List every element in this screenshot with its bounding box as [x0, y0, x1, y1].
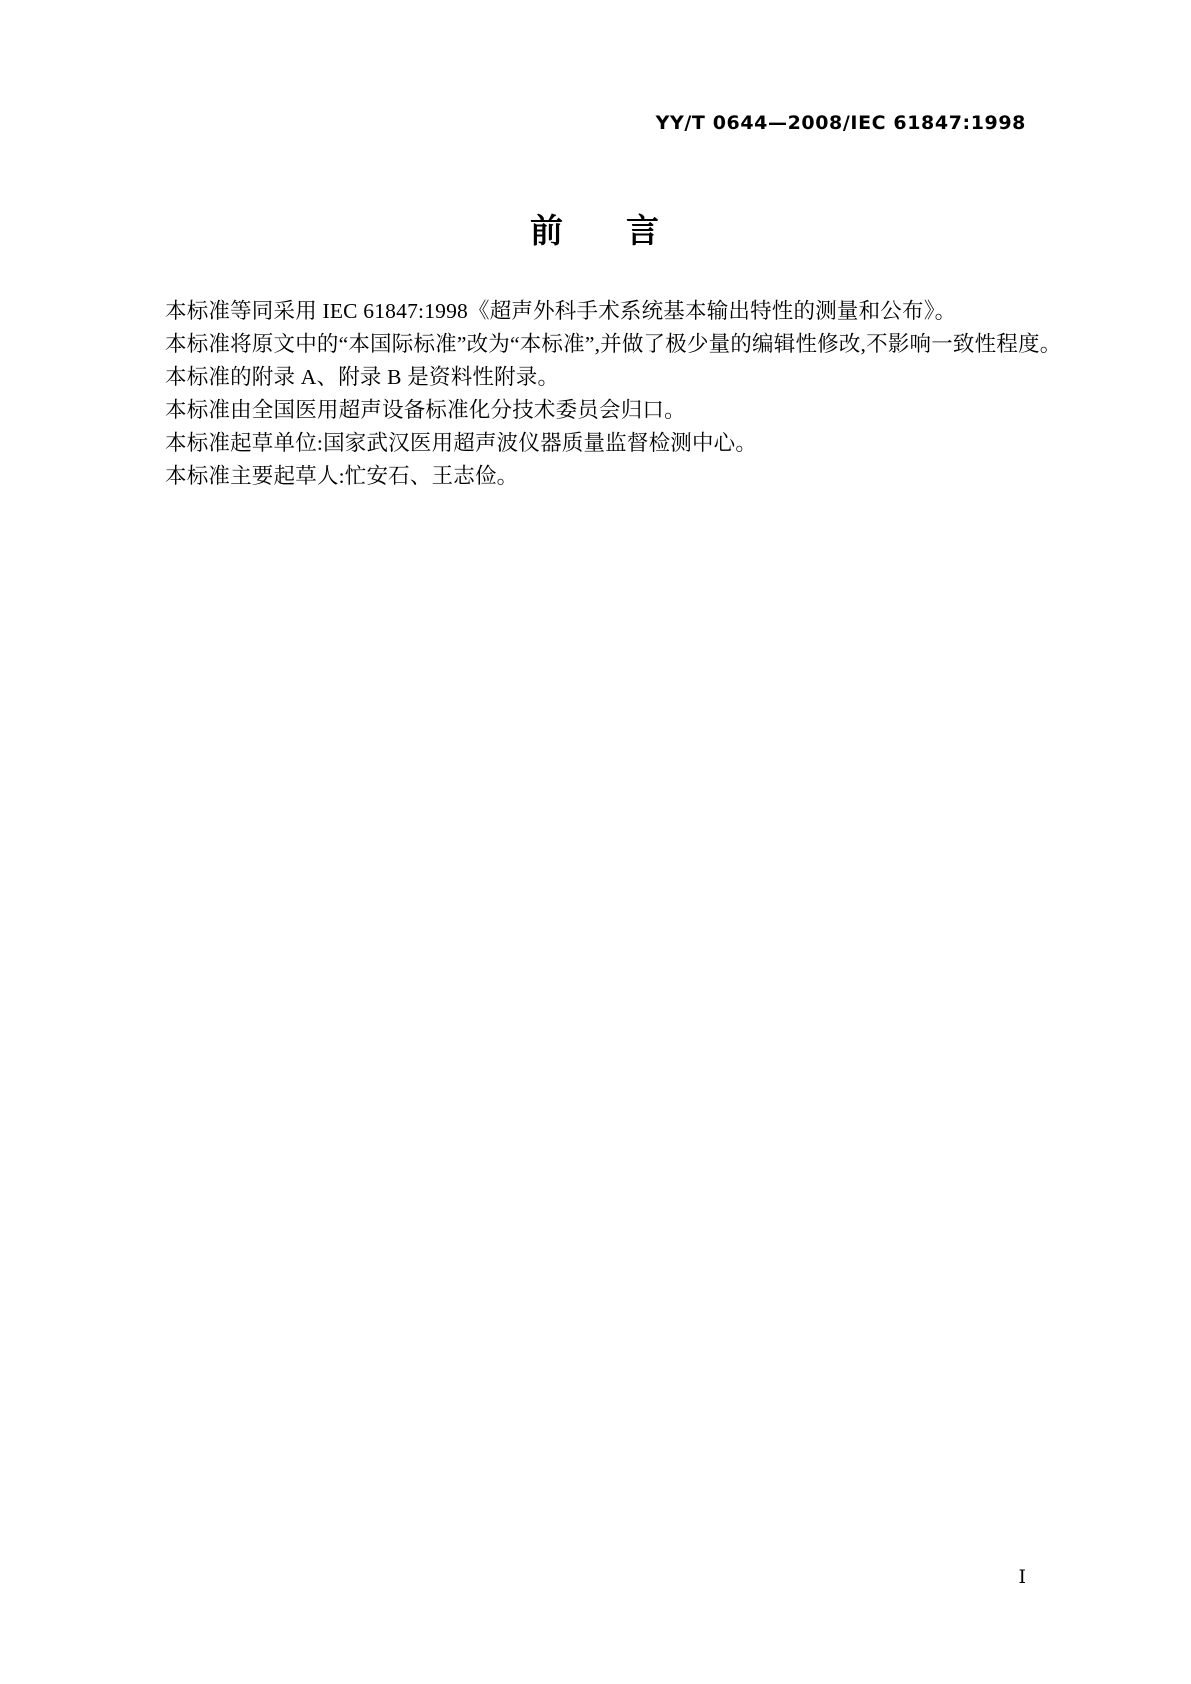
page-number: I	[1018, 1566, 1026, 1588]
foreword-paragraph: 本标准将原文中的“本国际标准”改为“本标准”,并做了极少量的编辑性修改,不影响一致性程度。	[165, 332, 1062, 356]
foreword-paragraph: 本标准由全国医用超声设备标准化分技术委员会归口。	[165, 398, 686, 422]
foreword-body	[165, 296, 1062, 494]
document-header-standard-code: YY/T 0644—2008/IEC 61847:1998	[655, 112, 1026, 134]
page-title-char-2: 言	[626, 211, 661, 250]
foreword-paragraph: 本标准主要起草人:忙安石、王志俭。	[165, 464, 519, 488]
foreword-paragraph: 本标准的附录 A、附录 B 是资料性附录。	[165, 365, 560, 389]
foreword-paragraph: 本标准等同采用 IEC 61847:1998《超声外科手术系统基本输出特性的测量和公布》。	[165, 299, 957, 323]
foreword-paragraph: 本标准起草单位:国家武汉医用超声波仪器质量监督检测中心。	[165, 431, 758, 455]
page-title-char-1: 前	[530, 211, 565, 250]
page-title	[0, 205, 1191, 252]
